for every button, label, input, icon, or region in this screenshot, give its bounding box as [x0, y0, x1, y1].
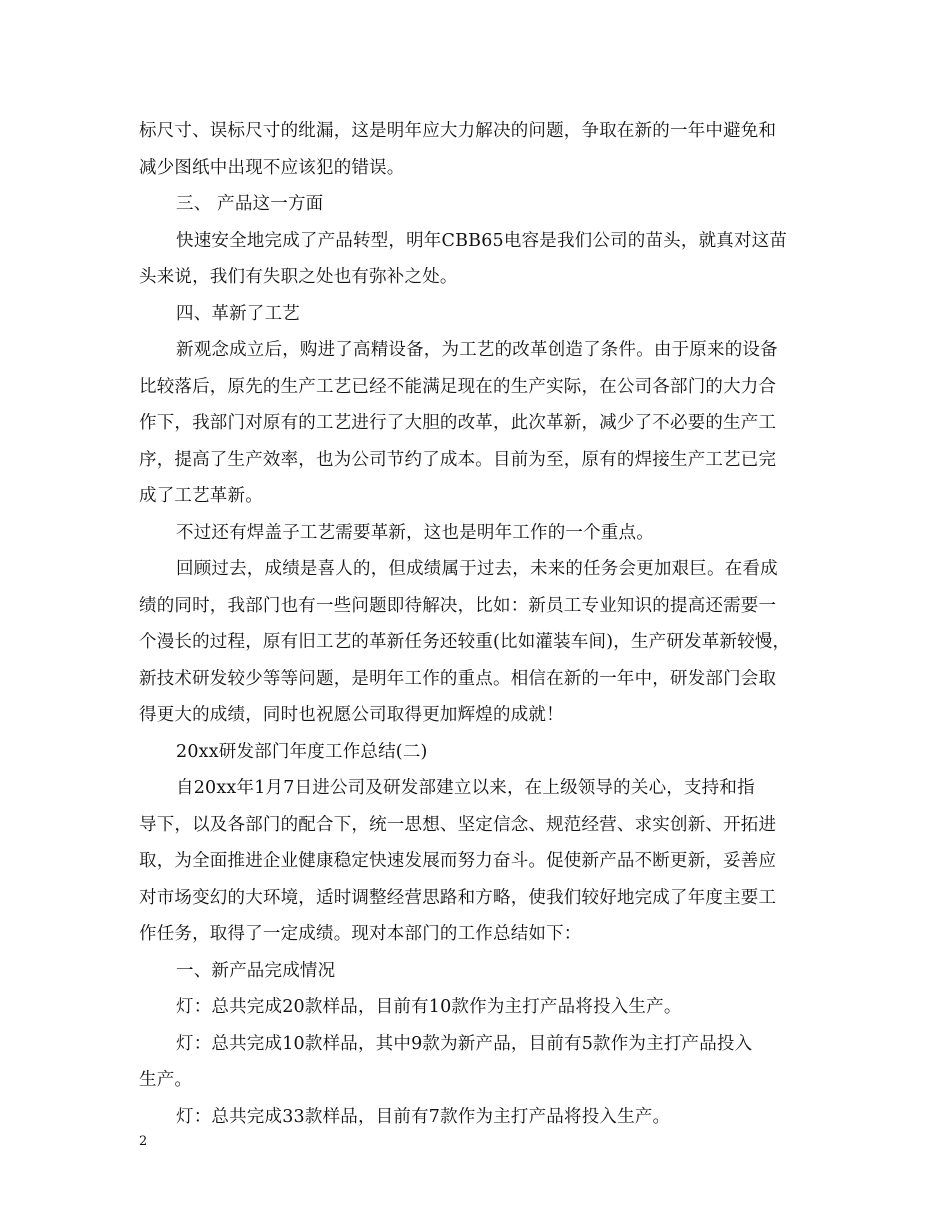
text-line: 不过还有焊盖子工艺需要革新，这也是明年工作的一个重点。 — [176, 522, 654, 543]
section-heading-4: 四、革新了工艺 — [176, 303, 300, 324]
page-number: 2 — [139, 1134, 148, 1149]
document-subtitle: 20xx研发部门年度工作总结(二) — [176, 741, 428, 762]
section-heading-3: 三、 产品这一方面 — [176, 194, 324, 214]
text-line: 标尺寸、误标尺寸的纰漏，这是明年应大力解决的问题，争取在新的一年中避免和 — [139, 121, 777, 141]
text-line: 灯：总共完成10款样品，其中9款为新产品，目前有5款作为主打产品投入 — [176, 1033, 753, 1054]
text-line: 导下，以及各部门的配合下，统一思想、坚定信念、规范经营、求实创新、开拓进 — [139, 814, 777, 835]
text-line: 对市场变幻的大环境，适时调整经营思路和方略，使我们较好地完成了年度主要工 — [139, 887, 777, 908]
text-line: 序，提高了生产效率，也为公司节约了成本。目前为至，原有的焊接生产工艺已完 — [139, 449, 777, 470]
text-line: 取，为全面推进企业健康稳定快速发展而努力奋斗。促使新产品不断更新，妥善应 — [139, 851, 777, 871]
text-line: 绩的同时，我部门也有一些问题即待解决，比如：新员工专业知识的提高还需要一 — [139, 595, 777, 616]
text-line: 成了工艺革新。 — [139, 486, 263, 506]
text-line: 得更大的成绩，同时也祝愿公司取得更加辉煌的成就！ — [139, 705, 564, 725]
text-line: 新技术研发较少等等问题，是明年工作的重点。相信在新的一年中，研发部门会取 — [139, 668, 777, 689]
text-line: 作任务，取得了一定成绩。现对本部门的工作总结如下： — [139, 924, 582, 944]
text-line: 快速安全地完成了产品转型，明年CBB65电容是我们公司的苗头，就真对这苗 — [176, 230, 788, 251]
text-line: 自20xx年1月7日进公司及研发部建立以来，在上级领导的关心，支持和指 — [176, 778, 755, 798]
text-line: 减少图纸中出现不应该犯的错误。 — [139, 157, 405, 178]
text-line: 灯：总共完成33款样品，目前有7款作为主打产品将投入生产。 — [176, 1106, 671, 1127]
section-heading-1: 一、新产品完成情况 — [176, 960, 336, 981]
text-line: 作下，我部门对原有的工艺进行了大胆的改革，此次革新，减少了不必要的生产工 — [139, 413, 777, 433]
document-body — [139, 113, 819, 1135]
text-line: 个漫长的过程，原有旧工艺的革新任务还较重(比如灌装车间)，生产研发革新较慢， — [139, 632, 791, 652]
text-line: 比较落后，原先的生产工艺已经不能满足现在的生产实际，在公司各部门的大力合 — [139, 376, 777, 397]
text-line: 灯：总共完成20款样品，目前有10款作为主打产品将投入生产。 — [176, 997, 682, 1017]
text-line: 头来说，我们有失职之处也有弥补之处。 — [139, 267, 458, 287]
text-line: 新观念成立后，购进了高精设备，为工艺的改革创造了条件。由于原来的设备 — [176, 340, 778, 360]
text-line: 生产。 — [139, 1070, 193, 1090]
text-line: 回顾过去，成绩是喜人的，但成绩属于过去，未来的任务会更加艰巨。在看成 — [176, 559, 778, 579]
